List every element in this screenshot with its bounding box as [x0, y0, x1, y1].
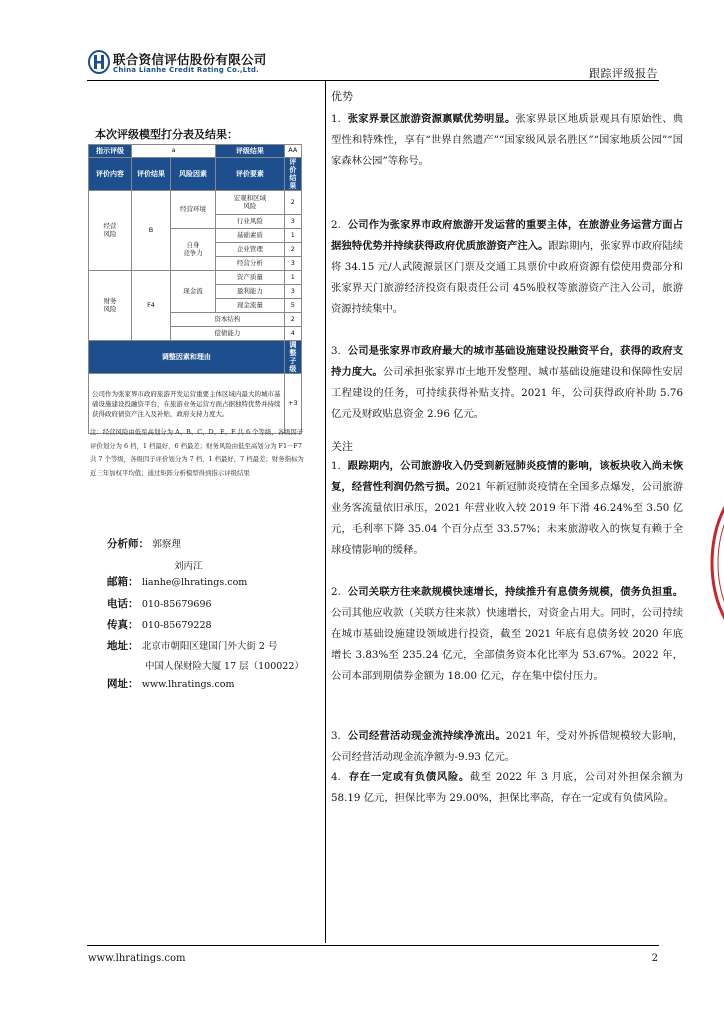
indicator-rating-value: a	[132, 145, 216, 158]
element-cell: 基础素质	[216, 229, 285, 243]
item-text: 2021 年新冠肺炎疫情在全国多点爆发，公司旅游业务客流量依旧承压，2021 年营业收入较 2019 年下滑 46.24%至 3.50 亿元，毛利率下降 35.04 个百分点至 33.57%；未来旅游收入的恢复有赖于全球疫情影响的缓释。	[331, 481, 684, 556]
item-number: 3.	[331, 345, 341, 357]
col-header: 风险因素	[171, 158, 216, 191]
table-title: 本次评级模型打分表及结果：	[95, 128, 238, 141]
item-bold: 公司经营活动现金流持续净流出。	[347, 730, 506, 742]
analyst-name: 郭察理	[152, 539, 181, 550]
item-number: 1.	[331, 113, 341, 125]
email-label: 邮箱：	[107, 576, 139, 588]
company-seal-icon	[706, 478, 724, 648]
factor-cell: 现金流	[171, 271, 216, 313]
concern-item	[331, 767, 683, 809]
phone-row	[107, 596, 212, 611]
company-name-cn: 联合资信评估股份有限公司	[113, 52, 267, 67]
strength-item	[331, 109, 683, 172]
element-cell: 企业管理	[216, 243, 285, 257]
footer-website[interactable]: www.lhratings.com	[88, 953, 186, 964]
concern-item	[331, 726, 683, 768]
analyst-label: 分析师：	[107, 538, 149, 550]
analyst-name: 刘丙江	[174, 561, 203, 572]
result-financial-risk: F4	[132, 271, 171, 341]
item-number: 4.	[331, 771, 341, 783]
web-value[interactable]: www.lhratings.com	[141, 679, 235, 690]
adjust-sub-header: 调整子级	[284, 341, 301, 374]
column-divider	[325, 80, 326, 943]
element-cell: 资本结构	[171, 313, 285, 327]
item-bold: 张家界景区旅游资源禀赋优势明显。	[347, 113, 516, 125]
content-financial-risk: 财务 风险	[89, 271, 132, 341]
factor-cell: 经营环境	[171, 191, 216, 229]
item-text: 2021 年，受对外拆借规模较大影响，公司经营活动现金流净额为-9.93 亿元。	[331, 730, 684, 763]
item-bold: 公司作为张家界市政府旅游开发运营的重要主体，在旅游业务运营方面占据独特优势并持续获得政府优质旅游资产注入。	[331, 219, 684, 252]
item-number: 1.	[331, 460, 341, 472]
item-text: 张家界景区地质景观具有原始性、典型性和特殊性，享有“世界自然遗产”“国家级风景名胜区”“国家地质公园”“国家森林公园”等称号。	[331, 113, 684, 167]
phone-label: 电话：	[107, 598, 139, 610]
score-cell: 1	[284, 229, 301, 243]
item-bold: 公司关联方往来款规模快速增长，持续推升有息债务规模，债务负担重。	[347, 586, 684, 598]
rating-model-table	[88, 144, 302, 434]
adjust-value: +3	[284, 374, 301, 434]
element-cell: 行业风险	[216, 215, 285, 229]
web-row	[107, 676, 235, 691]
col-header: 评价结果	[132, 158, 171, 191]
score-cell: 3	[284, 285, 301, 299]
col-header: 评价结果	[284, 158, 301, 191]
score-cell: 3	[284, 257, 301, 271]
lianhe-logo-icon	[88, 50, 110, 74]
item-text: 跟踪期内，张家界市政府陆续将 34.15 元/人武陵源景区门票及交通工具票价中政府资源有偿使用费部分和张家界天门旅游经济投资有限责任公司 45%股权等旅游资产注入公司，旅游资源持续集中。	[331, 240, 684, 315]
score-cell: 2	[284, 191, 301, 215]
element-cell: 偿债能力	[171, 327, 285, 341]
score-cell: 5	[284, 299, 301, 313]
company-name-en: China Lianhe Credit Rating Co.,Ltd.	[113, 66, 259, 74]
item-bold: 公司是张家界市政府最大的城市基础设施建设投融资平台，获得的政府支持力度大。	[331, 345, 684, 378]
strength-item	[331, 341, 683, 425]
adjust-reason: 公司作为张家界市政府旅游开发运营重要主体区域内最大的城市基础设施建设投融资平台，在旅游业务运营方面占据独特优势并持续获得政府债资产注入及补贴，政府支持力度大。	[89, 374, 285, 434]
fax-label: 传真：	[107, 619, 139, 631]
score-cell: 1	[284, 271, 301, 285]
element-cell: 盈利能力	[216, 285, 285, 299]
content-operating-risk: 经营 风险	[89, 191, 132, 271]
score-cell: 4	[284, 327, 301, 341]
rating-result-value: AA	[284, 145, 301, 158]
fax-value: 010-85679228	[141, 620, 212, 631]
email-row	[107, 574, 247, 589]
concern-item	[331, 582, 683, 687]
col-header: 评价要素	[216, 158, 285, 191]
element-cell: 现金流量	[216, 299, 285, 313]
strengths-heading: 优势	[331, 90, 353, 103]
item-text: 截至 2022 年 3 月底，公司对外担保余额为 58.19 亿元，担保比率为 29.00%，担保比率高，存在一定或有负债风险。	[331, 771, 683, 804]
page-number: 2	[651, 953, 658, 964]
score-cell: 2	[284, 313, 301, 327]
result-operating-risk: B	[132, 191, 171, 271]
header-divider	[87, 80, 659, 81]
address-line1: 北京市朝阳区建国门外大街 2 号	[141, 641, 278, 652]
adjust-header: 调整因素和理由	[89, 341, 285, 374]
analyst-row	[107, 536, 181, 551]
fax-row	[107, 617, 212, 632]
email-value[interactable]: lianhe@lhratings.com	[141, 577, 248, 588]
item-number: 2.	[331, 586, 341, 598]
rating-result-label: 评级结果	[216, 145, 285, 158]
score-cell: 2	[284, 243, 301, 257]
indicator-rating-label: 指示评级	[89, 145, 132, 158]
item-number: 3.	[331, 730, 341, 742]
strength-item	[331, 215, 683, 320]
element-cell: 宏观和区域 风险	[216, 191, 285, 215]
col-header: 评价内容	[89, 158, 132, 191]
item-text: 公司承担张家界市土地开发整理、城市基础设施建设和保障性安居工程建设的任务，可持续获得补贴支持。2021 年，公司获得政府补助 5.76 亿元及财政贴息资金 2.96 亿元。	[331, 366, 684, 420]
footer-divider	[87, 945, 659, 946]
item-bold: 存在一定或有负债风险。	[348, 771, 470, 783]
element-cell: 资产质量	[216, 271, 285, 285]
address-label: 地址：	[107, 640, 139, 652]
item-text: 公司其他应收款（关联方往来款）快速增长，对资金占用大。同时，公司持续在城市基础设施建设领域进行投资，截至 2021 年底有息债务较 2020 年底增长 3.83%至 235.24 亿元，全部债务资本化比率为 53.67%。2022 年，公司本部到期债券金额为 18.00 亿元，存在集中偿付压力。	[331, 607, 683, 682]
element-cell: 经营分析	[216, 257, 285, 271]
item-number: 2.	[331, 219, 341, 231]
web-label: 网址：	[107, 678, 139, 690]
phone-value: 010-85679696	[141, 599, 212, 610]
factor-cell: 自身 竞争力	[171, 229, 216, 271]
address-row	[107, 638, 277, 653]
address-line2: 中国人保财险大厦 17 层（100022）	[145, 661, 304, 672]
item-bold: 跟踪期内，公司旅游收入仍受到新冠肺炎疫情的影响，该板块收入尚未恢复，经营性利润仍然亏损。	[331, 460, 684, 493]
table-note: 注：经营风险由低至高划分为 A、B、C、D、E、F 共 6 个等级，各级因子评价划分为 6 档，1 档最好，6 档最差；财务风险由低至高划分为 F1－F7 共 7 个等级，各级因子评价划分为 7 档，1 档最好，7 档最差；财务指标为近三年加权平均值；通过矩阵分析模型得到指示评级结果	[90, 428, 304, 477]
concerns-heading: 关注	[331, 440, 353, 453]
report-type: 跟踪评级报告	[589, 67, 658, 80]
concern-item	[331, 456, 683, 561]
score-cell: 3	[284, 215, 301, 229]
